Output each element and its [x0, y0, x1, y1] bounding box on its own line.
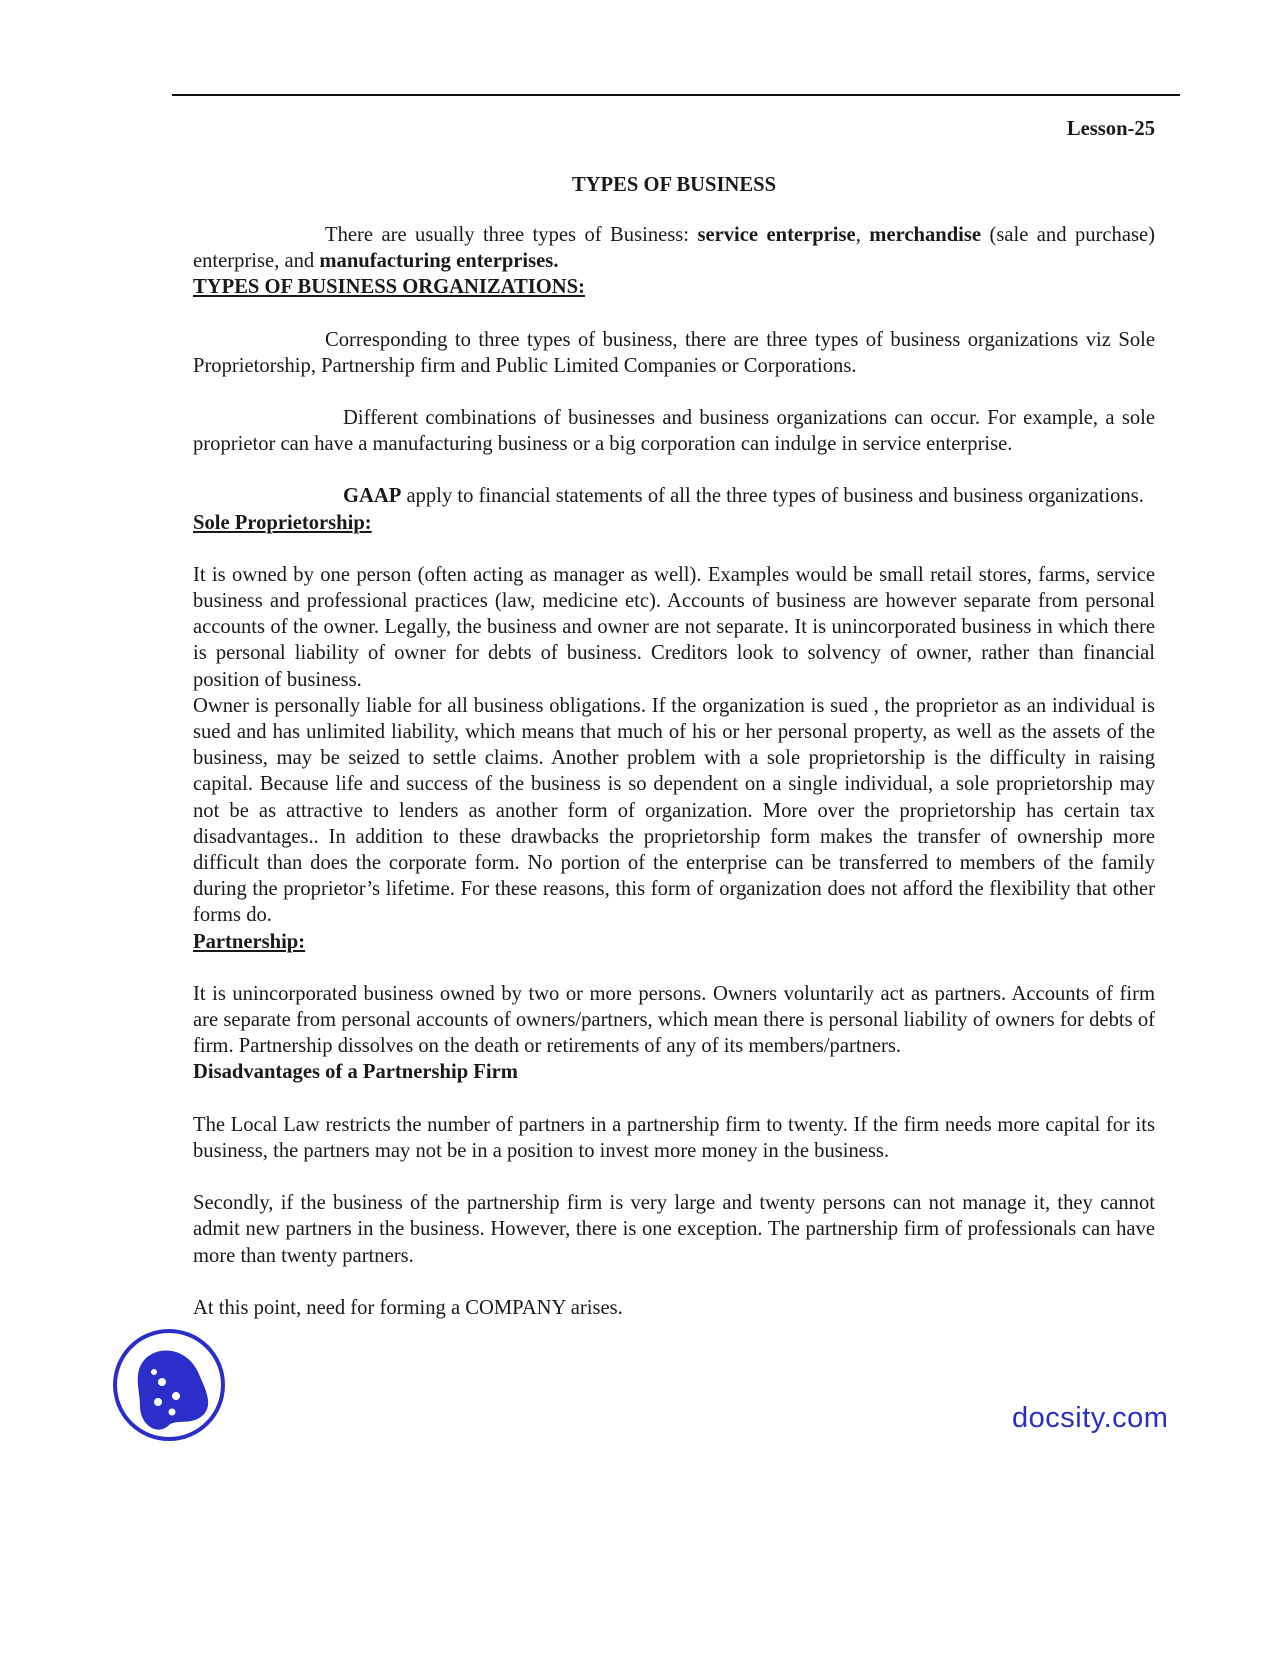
sole-paragraph-2: Owner is personally liable for all business obligations. If the organization is sued , the proprietor as an individual is sued and has unlimited liability, which means that much of his or her personal property, as well as the assets of the business, may be seized to settle claims. Another problem with a sole proprietorship is the difficulty in raising capital. Because life and success of the business is so dependent on a single individual, a sole proprietorship may not be as attractive to lenders as another form of organization. More over the proprietorship has certain tax disadvantages.. In addition to these drawbacks the proprietorship form makes the transfer of ownership more difficult than does the corporate form. No portion of the enterprise can be transferred to members of the family during the proprietor’s lifetime. For these reasons, this form of organization does not afford the flexibility that other forms do.	[193, 694, 1155, 927]
section-heading-disadvantages: Disadvantages of a Partnership Firm	[193, 1061, 518, 1084]
disadvantages-paragraph-1: The Local Law restricts the number of partners in a partnership firm to twenty. If the firm needs more capital for its business, the partners may not be in a position to invest more money in the business.	[193, 1113, 1155, 1162]
lesson-number: Lesson-25	[1066, 118, 1155, 140]
page-title: TYPES OF BUSINESS	[571, 174, 777, 196]
term-manufacturing: manufacturing enterprises.	[319, 250, 559, 273]
term-gaap: GAAP	[343, 485, 402, 508]
term-merchandise: merchandise	[869, 224, 982, 246]
sole-paragraph-1: It is owned by one person (often acting as manager as well). Examples would be small retail stores, farms, service business and professional practices (law, medicine etc). Accounts of business are however separate from personal accounts of the owner. Legally, the business and owner are not separate. It is unincorporated business in which there is personal liability of owner for debts of business. Creditors look to solvency of owner, rather than financial position of business.	[193, 563, 1155, 691]
intro-paragraph: There are usually three types of Business: service enterprise, merchandise (sale and purchase) enterprise, and manufacturing enterprises.	[193, 224, 1156, 273]
conclusion-paragraph: At this point, need for forming a COMPANY arises.	[193, 1296, 623, 1319]
document-page	[193, 116, 1155, 1321]
organizations-paragraph: Corresponding to three types of business, there are three types of business organizations viz Sole Proprietorship, Partnership firm and Public Limited Companies or Corporations.	[193, 328, 1155, 377]
header-rule	[172, 94, 1180, 96]
gaap-paragraph: GAAP apply to financial statements of all the three types of business and business organizations.	[343, 485, 1144, 508]
partnership-paragraph: It is unincorporated business owned by two or more persons. Owners voluntarily act as partners. Accounts of firm are separate from personal accounts of owners/partners, which mean there is personal liability of owners for debts of firm. Partnership dissolves on the death or retirements of any of its members/partners.	[193, 982, 1155, 1058]
section-heading-organizations: TYPES OF BUSINESS ORGANIZATIONS:	[193, 276, 585, 299]
section-heading-partnership: Partnership:	[193, 930, 306, 953]
disadvantages-paragraph-2: Secondly, if the business of the partnership firm is very large and twenty persons can not manage it, they cannot admit new partners in the business. However, there is one exception. The partnership firm of professionals can have more than twenty partners.	[193, 1192, 1155, 1267]
term-service: service enterprise	[697, 224, 856, 246]
combinations-paragraph: Different combinations of businesses and business organizations can occur. For example, a sole proprietor can have a manufacturing business or a big corporation can indulge in service enterprise.	[193, 407, 1155, 456]
docsity-watermark: docsity.com	[1012, 1402, 1169, 1434]
docsity-logo-icon	[110, 1326, 228, 1444]
section-heading-sole: Sole Proprietorship:	[193, 511, 372, 534]
